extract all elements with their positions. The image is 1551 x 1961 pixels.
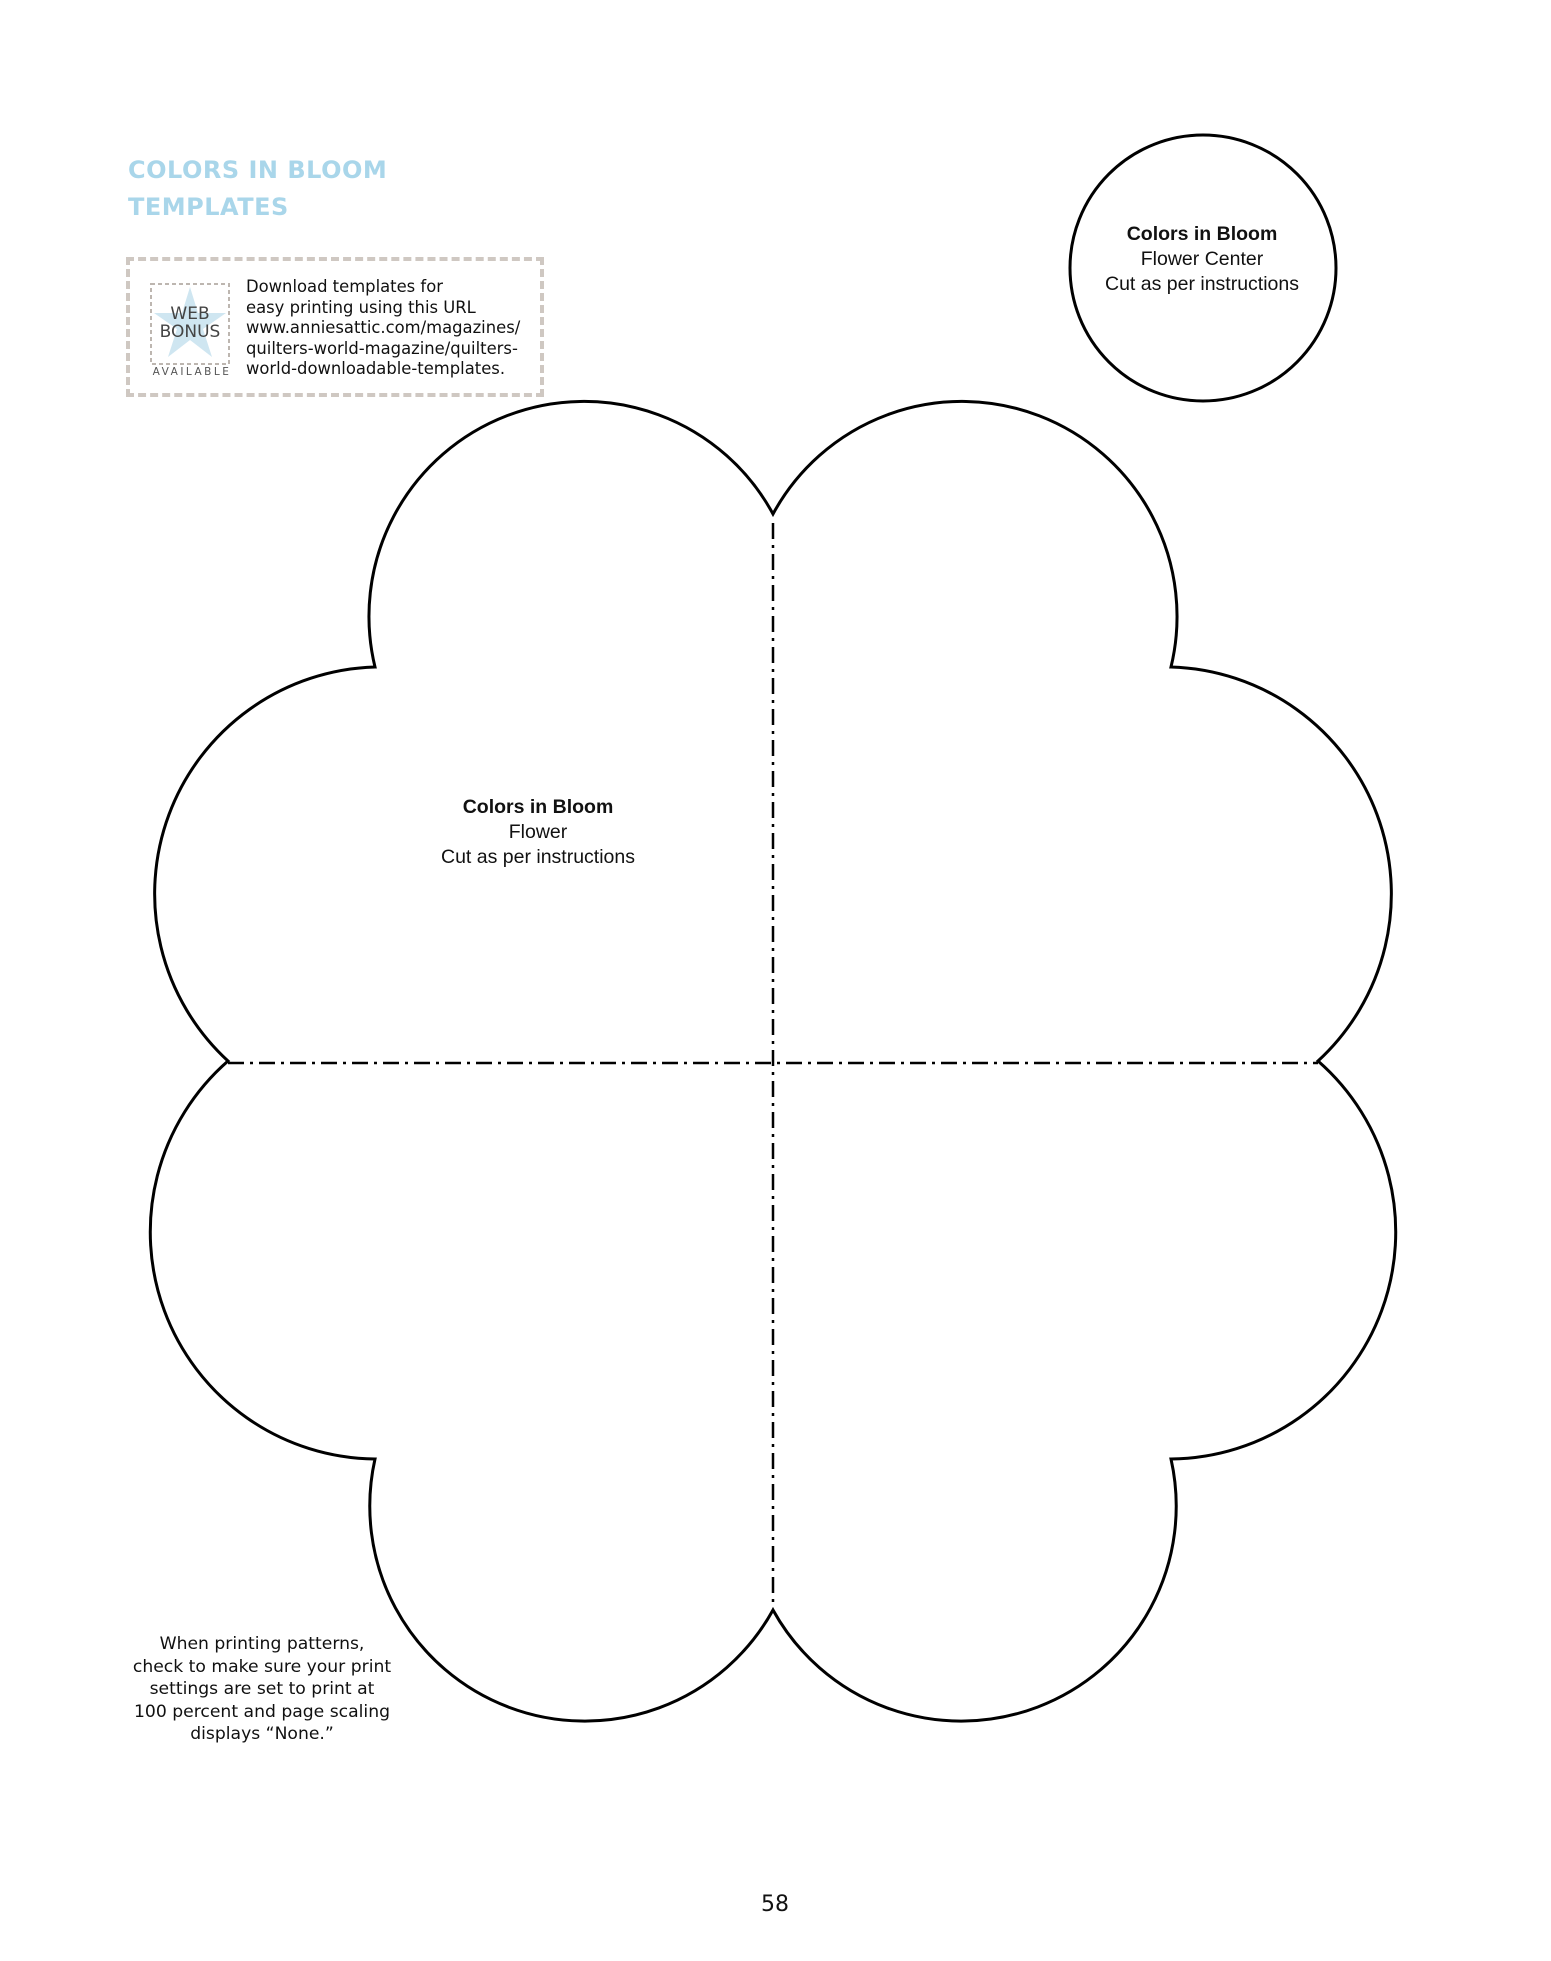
flower-label (388, 795, 688, 870)
flower-name: Colors in Bloom (462, 796, 614, 818)
download-line: easy printing using this URL (246, 297, 476, 317)
flower-instructions: Cut as per instructions (440, 846, 635, 868)
print-note-line: 100 percent and page scaling (133, 1701, 391, 1722)
web-bonus-label-bonus: BONUS (159, 322, 221, 342)
print-note-line: displays “None.” (190, 1724, 334, 1744)
print-note (112, 1633, 412, 1746)
flower-piece: Flower (508, 821, 568, 843)
download-url-line[interactable]: quilters-world-magazine/quilters- (246, 338, 518, 358)
print-note-line: When printing patterns, (159, 1634, 365, 1654)
flower-center-piece: Flower Center (1140, 248, 1264, 270)
flower-center-label (1052, 222, 1352, 297)
page-title-line-1: COLORS IN BLOOM (128, 156, 388, 184)
flower-center-name: Colors in Bloom (1126, 223, 1278, 245)
print-note-line: settings are set to print at (149, 1679, 375, 1699)
download-line: Download templates for (246, 277, 443, 296)
print-note-line: check to make sure your print (132, 1656, 392, 1677)
download-url-line[interactable]: world-downloadable-templates. (246, 359, 506, 378)
page-number: 58 (761, 1892, 789, 1917)
page-title-line-2: TEMPLATES (128, 193, 289, 221)
web-bonus-available-caption: AVAILABLE (152, 366, 232, 378)
download-url-line[interactable]: www.anniesattic.com/magazines/ (246, 318, 521, 337)
flower-center-instructions: Cut as per instructions (1104, 273, 1299, 295)
web-bonus-label-web: WEB (170, 304, 210, 324)
